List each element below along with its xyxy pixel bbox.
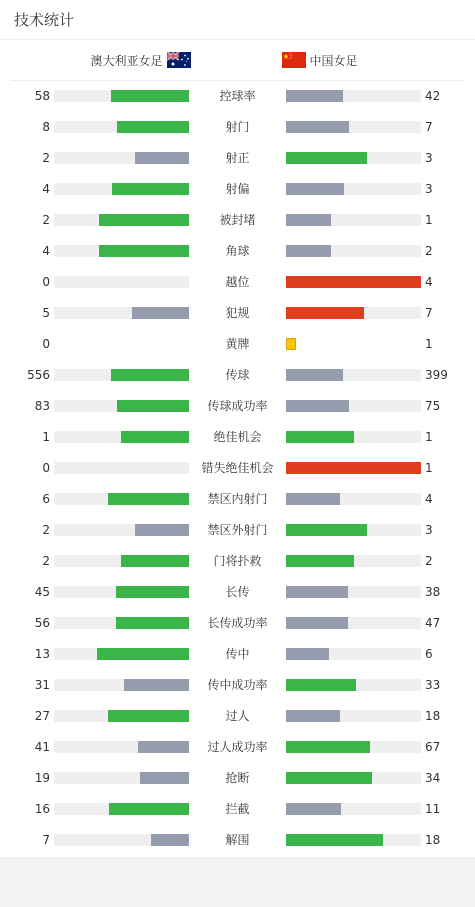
stat-label: 过人: [225, 709, 250, 723]
away-bar-fill: [286, 183, 344, 195]
home-bar-fill: [112, 183, 189, 195]
stat-label: 门将扑救: [213, 554, 262, 568]
stat-label: 越位: [225, 275, 250, 289]
home-value: 8: [42, 120, 50, 134]
home-bar-track: [54, 400, 189, 412]
away-value: 1: [425, 337, 433, 351]
stat-row: [0, 484, 475, 515]
away-value: 1: [425, 213, 433, 227]
stat-row: [0, 732, 475, 763]
stat-label: 长传: [225, 585, 250, 599]
away-value: 3: [425, 182, 433, 196]
home-bar-track: [54, 276, 189, 288]
home-bar-track: [54, 307, 189, 319]
stat-row: [0, 825, 475, 856]
away-value: 34: [425, 771, 441, 785]
away-value: 399: [425, 368, 448, 382]
teams-header: [10, 40, 465, 81]
away-bar-fill: [286, 741, 370, 753]
away-bar-track: [286, 803, 421, 815]
stat-label: 射正: [225, 151, 250, 165]
home-bar-fill: [121, 555, 189, 567]
away-team-name: 中国女足: [309, 53, 358, 68]
section-header: [0, 0, 475, 40]
home-value: 2: [42, 151, 50, 165]
away-value: 18: [425, 709, 441, 723]
away-value: 1: [425, 430, 433, 444]
away-bar-track: [286, 400, 421, 412]
stat-label: 控球率: [219, 89, 256, 103]
home-value: 19: [34, 771, 50, 785]
home-bar-track: [54, 617, 189, 629]
away-value: 67: [425, 740, 441, 754]
home-bar-fill: [97, 648, 189, 660]
stat-label: 角球: [225, 244, 250, 258]
away-bar-track: [286, 214, 421, 226]
stat-label: 传球成功率: [207, 399, 268, 413]
stat-row: [0, 577, 475, 608]
away-bar-track: [286, 90, 421, 102]
stat-label: 犯规: [225, 306, 250, 320]
stat-row: [0, 81, 475, 112]
away-value: 1: [425, 461, 433, 475]
away-bar-track: [286, 183, 421, 195]
home-bar-track: [54, 741, 189, 753]
stat-row: [0, 453, 475, 484]
away-value: 6: [425, 647, 433, 661]
away-value: 7: [425, 306, 433, 320]
home-value: 0: [42, 337, 50, 351]
stat-row: [0, 422, 475, 453]
home-bar-fill: [111, 90, 189, 102]
home-bar-track: [54, 679, 189, 691]
home-bar-track: [54, 121, 189, 133]
away-value: 3: [425, 151, 433, 165]
home-bar-fill: [116, 617, 189, 629]
stat-label: 黄牌: [225, 337, 250, 351]
away-bar-track: [286, 152, 421, 164]
home-bar-fill: [108, 710, 189, 722]
stat-label: 长传成功率: [207, 616, 268, 630]
home-bar-track: [54, 493, 189, 505]
stat-row: [0, 205, 475, 236]
home-value: 1: [42, 430, 50, 444]
away-value: 11: [425, 802, 441, 816]
home-bar-track: [54, 648, 189, 660]
home-bar-fill: [124, 679, 189, 691]
home-bar-fill: [99, 245, 189, 257]
away-value: 33: [425, 678, 441, 692]
home-value: 16: [34, 802, 50, 816]
home-value: 45: [34, 585, 50, 599]
home-value: 2: [42, 213, 50, 227]
home-bar-fill: [132, 307, 189, 319]
away-value: 18: [425, 833, 441, 847]
away-bar-fill: [286, 121, 349, 133]
home-bar-track: [54, 555, 189, 567]
home-bar-track: [54, 834, 189, 846]
away-bar-track: [286, 245, 421, 257]
away-bar-fill: [286, 617, 348, 629]
stat-label: 错失绝佳机会: [201, 461, 274, 475]
stat-row: [0, 391, 475, 422]
away-bar-fill: [286, 586, 348, 598]
away-bar-fill: [286, 555, 354, 567]
stat-row: [0, 763, 475, 794]
stat-label: 传中成功率: [207, 678, 268, 692]
away-bar-fill: [286, 307, 364, 319]
away-value: 2: [425, 244, 433, 258]
stat-row: [0, 298, 475, 329]
away-bar-fill: [286, 462, 421, 474]
stat-row: [0, 174, 475, 205]
stat-label: 禁区外射门: [207, 523, 268, 537]
stat-label: 解围: [225, 833, 250, 847]
stat-row: [0, 143, 475, 174]
home-bar-track: [54, 772, 189, 784]
home-team-name: 澳大利亚女足: [90, 53, 163, 68]
home-bar-track: [54, 462, 189, 474]
away-bar-fill: [286, 214, 331, 226]
home-value: 58: [34, 89, 50, 103]
away-bar-track: [286, 524, 421, 536]
home-bar-fill: [135, 152, 189, 164]
home-bar-track: [54, 803, 189, 815]
stat-label: 禁区内射门: [207, 492, 268, 506]
stat-row: [0, 236, 475, 267]
home-bar-track: [54, 214, 189, 226]
home-bar-fill: [135, 524, 189, 536]
home-value: 2: [42, 554, 50, 568]
away-bar-track: [286, 493, 421, 505]
home-value: 5: [42, 306, 50, 320]
away-bar-track: [286, 555, 421, 567]
stat-label: 传中: [225, 647, 250, 661]
away-bar-fill: [286, 679, 356, 691]
away-bar-fill: [286, 648, 329, 660]
home-bar-fill: [140, 772, 189, 784]
away-bar-fill: [286, 834, 383, 846]
home-team: [90, 40, 190, 80]
away-bar-track: [286, 617, 421, 629]
home-bar-track: [54, 431, 189, 443]
home-value: 13: [34, 647, 50, 661]
away-bar-track: [286, 276, 421, 288]
home-value: 556: [27, 368, 50, 382]
home-bar-fill: [117, 400, 189, 412]
stat-label: 绝佳机会: [213, 430, 262, 444]
stat-label: 被封堵: [219, 213, 256, 227]
stat-label: 传球: [225, 368, 250, 382]
home-bar-track: [54, 245, 189, 257]
away-bar-track: [286, 710, 421, 722]
stat-label: 射偏: [225, 182, 250, 196]
home-value: 7: [42, 833, 50, 847]
home-value: 4: [42, 182, 50, 196]
away-bar-track: [286, 586, 421, 598]
away-bar-fill: [286, 772, 372, 784]
away-bar-track: [286, 679, 421, 691]
stat-row: [0, 670, 475, 701]
away-bar-fill: [286, 431, 354, 443]
stat-label: 射门: [225, 120, 250, 134]
away-bar-track: [286, 431, 421, 443]
away-value: 42: [425, 89, 441, 103]
away-value: 4: [425, 492, 433, 506]
away-bar-fill: [286, 400, 349, 412]
stats-list: [0, 81, 475, 856]
stat-row: [0, 794, 475, 825]
stat-row: [0, 267, 475, 298]
stat-label: 抢断: [225, 771, 250, 785]
away-bar-fill: [286, 245, 331, 257]
away-value: 2: [425, 554, 433, 568]
home-value: 83: [34, 399, 50, 413]
home-bar-fill: [138, 741, 189, 753]
stat-row: [0, 112, 475, 143]
home-bar-fill: [151, 834, 189, 846]
home-value: 0: [42, 461, 50, 475]
away-value: 3: [425, 523, 433, 537]
home-bar-track: [54, 524, 189, 536]
home-bar-fill: [99, 214, 189, 226]
stat-row: [0, 329, 475, 360]
away-bar-fill: [286, 276, 421, 288]
home-bar-fill: [109, 803, 189, 815]
away-bar-fill: [286, 524, 367, 536]
home-value: 0: [42, 275, 50, 289]
china-flag-icon: [282, 52, 306, 68]
home-value: 41: [34, 740, 50, 754]
away-value: 38: [425, 585, 441, 599]
away-bar-fill: [286, 493, 340, 505]
away-bar-track: [286, 369, 421, 381]
yellow-card-icon: [286, 338, 296, 350]
away-bar-fill: [286, 803, 341, 815]
away-bar-track: [286, 462, 421, 474]
away-bar-track: [286, 741, 421, 753]
home-value: 31: [34, 678, 50, 692]
away-bar-track: [286, 648, 421, 660]
home-bar-track: [54, 586, 189, 598]
away-bar-track: [286, 834, 421, 846]
away-bar-fill: [286, 710, 340, 722]
home-value: 2: [42, 523, 50, 537]
away-bar-fill: [286, 90, 343, 102]
home-bar-fill: [117, 121, 189, 133]
away-bar-track: [286, 772, 421, 784]
away-value: 47: [425, 616, 441, 630]
home-bar-fill: [111, 369, 189, 381]
stat-label: 拦截: [225, 802, 250, 816]
away-bar-track: [286, 307, 421, 319]
home-bar-track: [54, 710, 189, 722]
away-bar-track: [286, 121, 421, 133]
home-value: 4: [42, 244, 50, 258]
stat-label: 过人成功率: [207, 740, 268, 754]
stat-row: [0, 608, 475, 639]
away-value: 75: [425, 399, 441, 413]
home-bar-fill: [116, 586, 189, 598]
home-bar-track: [54, 369, 189, 381]
stat-row: [0, 546, 475, 577]
away-team: [282, 40, 358, 80]
home-value: 6: [42, 492, 50, 506]
home-value: 27: [34, 709, 50, 723]
australia-flag-icon: [167, 52, 191, 68]
stat-row: [0, 701, 475, 732]
away-value: 4: [425, 275, 433, 289]
home-bar-fill: [108, 493, 189, 505]
away-value: 7: [425, 120, 433, 134]
home-bar-track: [54, 183, 189, 195]
section-title: 技术统计: [14, 11, 75, 29]
away-bar-fill: [286, 369, 343, 381]
home-value: 56: [34, 616, 50, 630]
stat-row: [0, 639, 475, 670]
home-bar-track: [54, 152, 189, 164]
away-bar-fill: [286, 152, 367, 164]
stat-row: [0, 515, 475, 546]
home-bar-track: [54, 90, 189, 102]
home-bar-fill: [121, 431, 189, 443]
stat-row: [0, 360, 475, 391]
